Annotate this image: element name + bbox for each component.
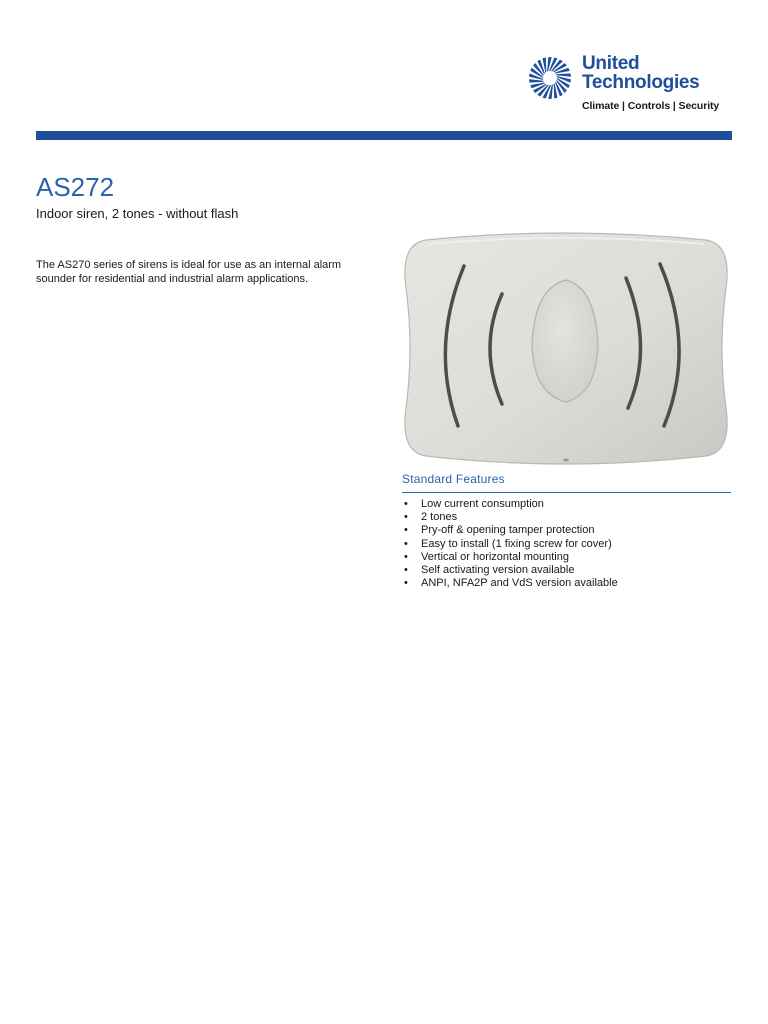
company-logo — [528, 54, 728, 116]
bullet-icon: • — [404, 564, 408, 577]
list-item — [402, 551, 732, 564]
list-item — [402, 524, 732, 537]
feature-text: Pry-off & opening tamper protection — [421, 524, 595, 537]
features-list — [402, 498, 732, 590]
bullet-icon: • — [404, 550, 408, 563]
logo-name-line2: Technologies — [582, 72, 700, 93]
feature-text: Easy to install (1 fixing screw for cover) — [421, 537, 612, 550]
feature-text: 2 tones — [421, 511, 458, 524]
feature-text: Self activating version available — [421, 564, 575, 577]
features-heading: Standard Features — [402, 472, 505, 486]
bullet-icon: • — [404, 498, 408, 510]
feature-text: Vertical or horizontal mounting — [421, 550, 569, 563]
siren-photo — [398, 228, 734, 468]
list-item — [402, 511, 732, 524]
logo-ray — [556, 73, 571, 76]
list-item — [402, 538, 732, 551]
product-description: The AS270 series of sirens is ideal for use as an internal alarm sounder for residential and industrial alarm applications. — [36, 259, 342, 285]
bullet-icon: • — [404, 524, 408, 537]
product-subtitle: Indoor siren, 2 tones - without flash — [36, 206, 239, 221]
list-item — [402, 577, 732, 590]
turbine-logo-icon — [528, 56, 572, 100]
logo-ray — [529, 79, 544, 82]
logo-tagline: Climate | Controls | Security — [582, 100, 720, 112]
bullet-icon: • — [404, 577, 408, 590]
bullet-icon: • — [404, 537, 408, 550]
logo-wordmark — [582, 54, 699, 92]
feature-text: Low current consumption — [421, 498, 544, 510]
header-rule — [36, 131, 732, 140]
list-item — [402, 564, 732, 577]
features-rule — [402, 492, 731, 493]
product-title: AS272 — [36, 172, 115, 202]
feature-text: ANPI, NFA2P and VdS version available — [421, 577, 618, 590]
logo-name-line1: United — [582, 53, 640, 74]
list-item — [402, 498, 732, 511]
bullet-icon: • — [404, 511, 408, 524]
